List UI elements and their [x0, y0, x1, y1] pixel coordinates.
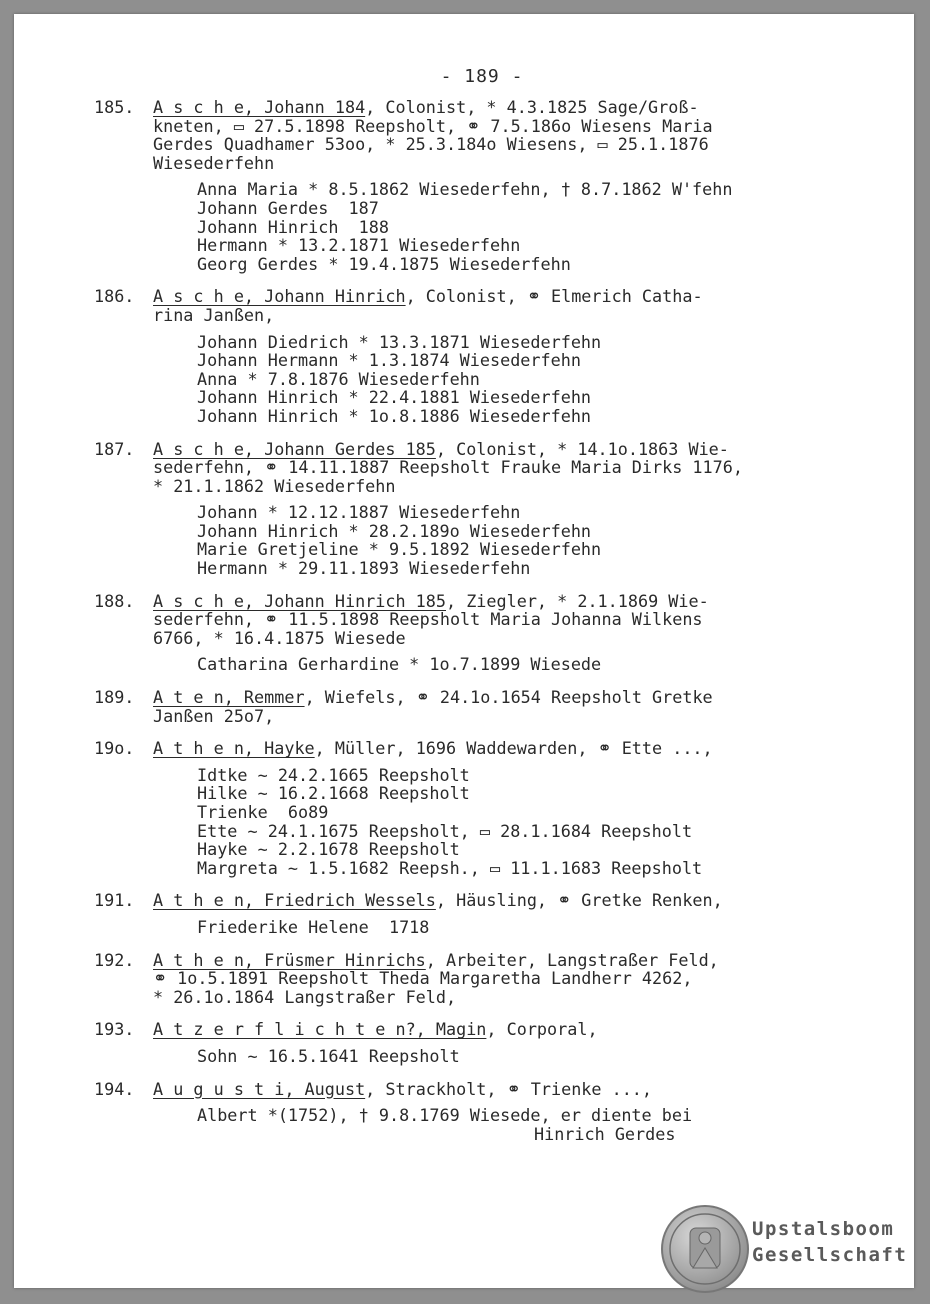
child-line	[14, 918, 914, 937]
child-line	[14, 199, 914, 218]
entry-heading	[153, 440, 729, 459]
entry-heading	[153, 1080, 652, 1099]
entry-line	[14, 117, 914, 136]
child-line	[14, 370, 914, 389]
entry-text: ⚭ 1o.5.1891 Reepsholt Theda Margaretha Landherr 4262,	[153, 968, 693, 989]
child-line	[14, 351, 914, 370]
child-entry: Johann Hermann * 1.3.1874 Wiesederfehn	[197, 350, 581, 371]
entry-text: , Corporal,	[486, 1019, 598, 1040]
child-line	[14, 859, 914, 878]
entry-name: A s c h e, Johann 184	[153, 97, 366, 117]
entry-line	[14, 688, 914, 707]
child-line	[14, 655, 914, 674]
entry-text: rina Janßen,	[153, 304, 275, 325]
child-entry: Idtke ~ 24.2.1665 Reepsholt	[197, 764, 470, 785]
entry-line	[14, 739, 914, 758]
child-entry: Ette ~ 24.1.1675 Reepsholt, ▭ 28.1.1684 Reepsholt	[197, 820, 693, 841]
entry-text: * 26.1o.1864 Langstraßer Feld,	[153, 986, 457, 1007]
entry	[14, 98, 914, 273]
entry-text: kneten, ▭ 27.5.1898 Reepsholt, ⚭ 7.5.186o Wiesens Maria	[153, 115, 713, 136]
child-entry: Marie Gretjeline * 9.5.1892 Wiesederfehn	[197, 539, 602, 560]
entry-name: A u g u s t i, August	[153, 1078, 366, 1099]
child-line	[14, 803, 914, 822]
child-entry: Margreta ~ 1.5.1682 Reepsh., ▭ 11.1.1683 Reepsholt	[197, 857, 703, 878]
child-entry: Albert *(1752), † 9.8.1769 Wiesede, er diente bei	[197, 1105, 693, 1126]
entry-text: Wiesederfehn	[153, 152, 275, 173]
entry-line	[14, 287, 914, 306]
entry-line	[14, 610, 914, 629]
entry-line	[14, 440, 914, 459]
entry-line	[14, 592, 914, 611]
child-entry: Johann Diedrich * 13.3.1871 Wiesederfehn	[197, 331, 602, 352]
entry-text: sederfehn, ⚭ 14.11.1887 Reepsholt Frauke Maria Dirks 1176,	[153, 457, 743, 478]
child-line	[14, 1125, 914, 1144]
child-entry: Hinrich Gerdes	[534, 1123, 676, 1144]
entry	[14, 287, 914, 425]
child-entry: Anna Maria * 8.5.1862 Wiesederfehn, † 8.7.1862 W'fehn	[197, 179, 733, 200]
child-entry: Hermann * 29.11.1893 Wiesederfehn	[197, 558, 531, 579]
child-entry: Johann * 12.12.1887 Wiesederfehn	[197, 502, 521, 523]
entry-line	[14, 98, 914, 117]
child-entry: Anna * 7.8.1876 Wiesederfehn	[197, 368, 480, 389]
entry-heading	[153, 98, 699, 117]
entry	[14, 592, 914, 674]
child-entry: Friederike Helene 1718	[197, 916, 430, 937]
entry-heading	[153, 287, 703, 306]
entry-heading	[153, 951, 719, 970]
entry-name: A t h e n, Früsmer Hinrichs	[153, 949, 426, 970]
entry-text: , Wiefels, ⚭ 24.1o.1654 Reepsholt Gretke	[304, 687, 713, 708]
child-entry: Johann Hinrich * 28.2.189o Wiesederfehn	[197, 520, 592, 541]
entry-line	[14, 306, 914, 325]
entry-heading	[153, 1020, 598, 1039]
entry-text: , Ziegler, * 2.1.1869 Wie-	[446, 590, 709, 611]
entry-line	[14, 1080, 914, 1099]
child-line	[14, 255, 914, 274]
child-line	[14, 503, 914, 522]
entry-line	[14, 477, 914, 496]
entry-text: , Colonist, * 14.1o.1863 Wie-	[435, 438, 729, 459]
entry-line	[14, 951, 914, 970]
child-entry: Georg Gerdes * 19.4.1875 Wiesederfehn	[197, 253, 571, 274]
child-line	[14, 333, 914, 352]
page-number: - 189 -	[440, 66, 524, 87]
entry-line	[14, 1020, 914, 1039]
child-entry: Hilke ~ 16.2.1668 Reepsholt	[197, 783, 470, 804]
entry-number: 189.	[94, 687, 135, 708]
entry-number: 185.	[94, 97, 135, 117]
entry-line	[14, 891, 914, 910]
entry-line	[14, 135, 914, 154]
entry-line	[14, 969, 914, 988]
child-line	[14, 522, 914, 541]
entry-text: Gerdes Quadhamer 53oo, * 25.3.184o Wiesens, ▭ 25.1.1876	[153, 134, 709, 155]
child-line	[14, 784, 914, 803]
child-line	[14, 766, 914, 785]
entry-number: 187.	[94, 438, 135, 459]
entry-number: 193.	[94, 1019, 135, 1040]
child-line	[14, 822, 914, 841]
entry-name: A t z e r f l i c h t e n?, Magin	[153, 1019, 487, 1040]
child-entry: Johann Hinrich * 1o.8.1886 Wiesederfehn	[197, 405, 592, 426]
entry-text: , Colonist, * 4.3.1825 Sage/Groß-	[365, 97, 699, 117]
spacer	[14, 1039, 914, 1047]
entry-text: sederfehn, ⚭ 11.5.1898 Reepsholt Maria Johanna Wilkens	[153, 609, 703, 630]
entry-text: , Müller, 1696 Waddewarden, ⚭ Ette ...,	[314, 738, 713, 759]
child-entry: Trienke 6o89	[197, 802, 329, 822]
entry-heading	[153, 739, 713, 758]
child-line	[14, 388, 914, 407]
entry-name: A t h e n, Hayke	[153, 738, 315, 759]
child-entry: Hermann * 13.2.1871 Wiesederfehn	[197, 235, 521, 256]
child-entry: Johann Gerdes 187	[197, 197, 379, 218]
entry	[14, 1080, 914, 1144]
entry	[14, 440, 914, 578]
entry-text: , Strackholt, ⚭ Trienke ...,	[365, 1078, 653, 1099]
child-line	[14, 236, 914, 255]
entry-text: * 21.1.1862 Wiesederfehn	[153, 475, 396, 496]
entry	[14, 688, 914, 725]
entry-line	[14, 707, 914, 726]
entry	[14, 1020, 914, 1065]
child-line	[14, 1047, 914, 1066]
entry-line	[14, 154, 914, 173]
entry-number: 19o.	[94, 738, 135, 759]
logo-line-1: Upstalsboom	[752, 1218, 895, 1240]
entry-text: , Colonist, ⚭ Elmerich Catha-	[405, 286, 703, 307]
entry-name: A s c h e, Johann Hinrich 185	[153, 590, 446, 611]
spacer	[14, 910, 914, 918]
entry-text: Janßen 25o7,	[153, 705, 275, 726]
child-entry: Hayke ~ 2.2.1678 Reepsholt	[197, 839, 460, 860]
child-entry: Catharina Gerhardine * 1o.7.1899 Wiesede	[197, 654, 602, 675]
document-page	[14, 14, 914, 1288]
child-line	[14, 1106, 914, 1125]
child-entry: Johann Hinrich * 22.4.1881 Wiesederfehn	[197, 387, 592, 408]
entry-heading	[153, 891, 723, 910]
child-entry: Sohn ~ 16.5.1641 Reepsholt	[197, 1045, 460, 1066]
entry-name: A s c h e, Johann Hinrich	[153, 286, 406, 307]
entry-line	[14, 458, 914, 477]
entry-text: , Häusling, ⚭ Gretke Renken,	[435, 890, 723, 911]
entry-heading	[153, 592, 709, 611]
entry-number: 191.	[94, 890, 135, 911]
child-entry: Johann Hinrich 188	[197, 216, 389, 237]
child-line	[14, 559, 914, 578]
entry-number: 192.	[94, 949, 135, 970]
entry-name: A t e n, Remmer	[153, 687, 305, 708]
logo-line-2: Gesellschaft	[752, 1244, 908, 1266]
entry	[14, 739, 914, 877]
entry-line	[14, 629, 914, 648]
entry-text: 6766, * 16.4.1875 Wiesede	[153, 627, 406, 648]
child-line	[14, 407, 914, 426]
entry-number: 188.	[94, 590, 135, 611]
entry-text: , Arbeiter, Langstraßer Feld,	[425, 949, 719, 970]
child-line	[14, 540, 914, 559]
child-line	[14, 180, 914, 199]
entry-number: 186.	[94, 286, 135, 307]
entry	[14, 891, 914, 936]
entry-number: 194.	[94, 1078, 135, 1099]
entry-heading	[153, 688, 713, 707]
entry	[14, 951, 914, 1007]
upstalsboom-seal-icon	[660, 1204, 750, 1294]
child-line	[14, 840, 914, 859]
entry-name: A t h e n, Friedrich Wessels	[153, 890, 436, 911]
child-line	[14, 218, 914, 237]
entry-list	[14, 98, 914, 1157]
logo-text	[752, 1216, 907, 1268]
entry-line	[14, 988, 914, 1007]
entry-name: A s c h e, Johann Gerdes 185	[153, 438, 436, 459]
